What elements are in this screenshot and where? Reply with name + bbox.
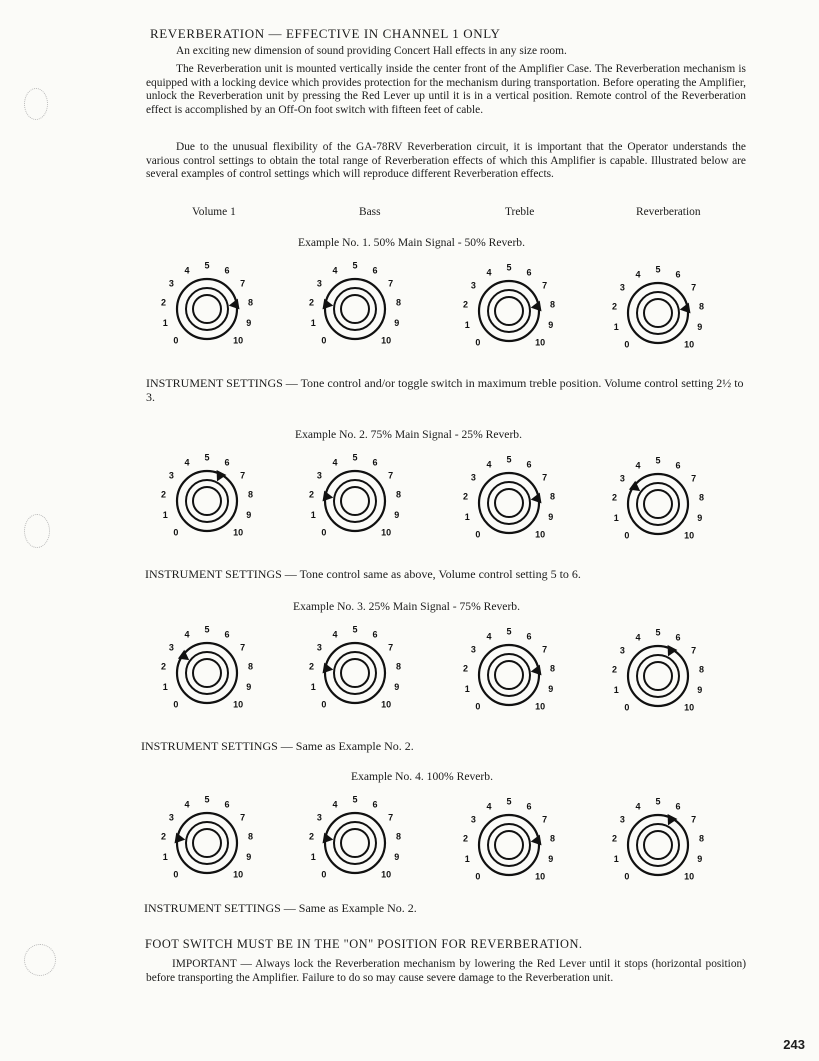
dial-graphic <box>155 788 275 906</box>
example-2-treble-dial <box>457 448 577 566</box>
example-2-instrument-settings: INSTRUMENT SETTINGS — Tone control same as above, Volume control setting 5 to 6. <box>145 567 581 581</box>
dial-number: 7 <box>691 473 697 484</box>
dial-number: 5 <box>352 452 358 463</box>
dial-number: 4 <box>332 457 338 468</box>
dial-number: 3 <box>470 472 476 483</box>
dial-graphic <box>606 449 726 567</box>
dial-number: 4 <box>635 269 641 280</box>
dial-number: 3 <box>619 473 625 484</box>
dial-number: 5 <box>352 260 358 271</box>
dial-number: 3 <box>619 645 625 656</box>
dial-number: 1 <box>464 684 470 695</box>
example-3-treble-dial <box>457 620 577 738</box>
dial-number: 8 <box>549 833 556 844</box>
dial-number: 5 <box>204 794 210 805</box>
dial-number: 10 <box>233 699 244 710</box>
dial-number: 10 <box>684 530 695 541</box>
dial-number: 6 <box>526 801 532 812</box>
dial-number: 1 <box>310 510 316 521</box>
dial-number: 4 <box>332 629 338 640</box>
dial-number: 10 <box>535 701 546 712</box>
dial-number: 10 <box>381 699 392 710</box>
header-reverberation: Reverberation <box>636 206 701 218</box>
dial-number: 1 <box>310 852 316 863</box>
dial-number: 2 <box>462 299 469 310</box>
dial-number: 9 <box>394 852 400 863</box>
dial-number: 7 <box>691 814 697 825</box>
dial-number: 9 <box>697 513 703 524</box>
dial-number: 3 <box>168 642 174 653</box>
dial-number: 2 <box>611 492 618 503</box>
dial-number: 8 <box>698 833 705 844</box>
example-3-title: Example No. 3. 25% Main Signal - 75% Reverb. <box>293 600 521 613</box>
dial-number: 1 <box>162 682 168 693</box>
dial-graphic <box>457 256 577 374</box>
pointer-marker-icon <box>668 814 678 825</box>
dial-number: 3 <box>619 814 625 825</box>
dial-number: 7 <box>388 642 394 653</box>
pointer-marker-icon <box>531 493 542 504</box>
dial-number: 7 <box>542 280 548 291</box>
dial-number: 9 <box>548 512 554 523</box>
dial-graphic <box>303 788 423 906</box>
dial-number: 3 <box>470 280 476 291</box>
dial-number: 3 <box>316 642 322 653</box>
dial-number: 0 <box>321 869 327 880</box>
dial-number: 0 <box>475 871 481 882</box>
pointer-marker-icon <box>217 470 227 481</box>
dial-number: 8 <box>395 661 402 672</box>
foot-switch-note: FOOT SWITCH MUST BE IN THE "ON" POSITION FOR REVERBERATION. <box>145 937 583 951</box>
dial-number: 8 <box>549 491 556 502</box>
dial-number: 2 <box>160 489 167 500</box>
dial-graphic <box>606 621 726 739</box>
dial-number: 7 <box>240 812 246 823</box>
dial-number: 2 <box>611 301 618 312</box>
dial-number: 2 <box>611 833 618 844</box>
dial-number: 10 <box>684 871 695 882</box>
dial-number: 4 <box>486 267 492 278</box>
dial-number: 6 <box>526 631 532 642</box>
dial-number: 3 <box>168 278 174 289</box>
pointer-marker-icon <box>531 301 542 312</box>
dial-number: 9 <box>246 510 252 521</box>
punch-hole-mark <box>24 88 48 120</box>
dial-number: 3 <box>470 814 476 825</box>
dial-number: 0 <box>475 701 481 712</box>
dial-number: 1 <box>464 320 470 331</box>
header-bass: Bass <box>359 206 381 218</box>
dial-number: 10 <box>233 869 244 880</box>
pointer-marker-icon <box>323 833 334 844</box>
paragraph-flexibility: Due to the unusual flexibility of the GA-78RV Reverberation circuit, it is important that the Operator understands the various control settings to obtain the total range of Reverberation effects of which this Amplifier is capable. Illustrated below are several examples of control settings which will reproduce different Reverberation effects. <box>146 141 746 181</box>
dial-number: 6 <box>224 265 230 276</box>
dial-number: 8 <box>549 663 556 674</box>
dial-number: 3 <box>619 282 625 293</box>
dial-number: 10 <box>535 871 546 882</box>
dial-number: 7 <box>388 470 394 481</box>
pointer-marker-icon <box>323 299 334 310</box>
dial-number: 6 <box>675 460 681 471</box>
dial-number: 6 <box>675 269 681 280</box>
example-3-bass-dial <box>303 618 423 736</box>
dial-number: 9 <box>697 854 703 865</box>
dial-number: 8 <box>395 489 402 500</box>
dial-number: 1 <box>613 854 619 865</box>
dial-number: 7 <box>388 812 394 823</box>
dial-number: 5 <box>655 627 661 638</box>
dial-number: 6 <box>675 801 681 812</box>
dial-number: 8 <box>698 664 705 675</box>
dial-number: 7 <box>691 645 697 656</box>
dial-number: 6 <box>224 799 230 810</box>
dial-number: 7 <box>240 642 246 653</box>
dial-number: 7 <box>240 470 246 481</box>
intro-line: An exciting new dimension of sound providing Concert Hall effects in any size room. <box>176 45 567 57</box>
dial-number: 5 <box>352 624 358 635</box>
dial-number: 5 <box>204 624 210 635</box>
dial-number: 0 <box>321 527 327 538</box>
dial-number: 10 <box>381 527 392 538</box>
dial-number: 8 <box>247 661 254 672</box>
dial-number: 9 <box>697 685 703 696</box>
example-1-instrument-settings: INSTRUMENT SETTINGS — Tone control and/or toggle switch in maximum treble position. Volume control setting 2½ to 3. <box>146 376 744 404</box>
dial-number: 3 <box>316 278 322 289</box>
dial-graphic <box>155 618 275 736</box>
dial-number: 9 <box>548 854 554 865</box>
important-note: IMPORTANT — Always lock the Reverberation mechanism by lowering the Red Lever until it stops (horizontal position) before transporting the Amplifier. Failure to do so may cause severe damage to the Reverberation unit. <box>146 958 746 984</box>
pointer-marker-icon <box>229 299 240 310</box>
dial-number: 9 <box>246 682 252 693</box>
dial-number: 1 <box>310 318 316 329</box>
dial-number: 9 <box>246 852 252 863</box>
pointer-marker-icon <box>680 303 691 314</box>
dial-number: 9 <box>548 684 554 695</box>
dial-number: 6 <box>372 799 378 810</box>
pointer-marker-icon <box>668 645 678 656</box>
dial-number: 1 <box>162 852 168 863</box>
dial-number: 2 <box>308 489 315 500</box>
example-1-volume-dial <box>155 254 275 372</box>
dial-number: 4 <box>332 799 338 810</box>
dial-number: 3 <box>316 470 322 481</box>
dial-number: 4 <box>635 632 641 643</box>
dial-number: 10 <box>684 339 695 350</box>
dial-number: 0 <box>173 869 179 880</box>
dial-number: 8 <box>549 299 556 310</box>
paragraph-mechanism: The Reverberation unit is mounted vertically inside the center front of the Amplifier Case. The Reverberation mechanism is equipped with a locking device which provides protection for the mechanism during transportation. Before operating the Amplifier, unlock the Reverberation unit by pressing the Red Lever up until it is in a vertical position. Remote control of the Reverberation effect is accomplished by an Off-On foot switch with fifteen feet of cable. <box>146 63 746 116</box>
dial-number: 4 <box>184 799 190 810</box>
dial-number: 0 <box>475 529 481 540</box>
dial-number: 6 <box>526 267 532 278</box>
pointer-marker-icon <box>175 833 186 844</box>
dial-number: 1 <box>162 510 168 521</box>
dial-number: 10 <box>381 335 392 346</box>
dial-number: 5 <box>506 454 512 465</box>
dial-number: 10 <box>535 529 546 540</box>
dial-number: 4 <box>184 629 190 640</box>
pointer-marker-icon <box>531 835 542 846</box>
dial-number: 7 <box>388 278 394 289</box>
example-1-reverb-dial <box>606 258 726 376</box>
dial-graphic <box>457 448 577 566</box>
dial-number: 9 <box>394 510 400 521</box>
dial-number: 2 <box>308 297 315 308</box>
dial-number: 7 <box>542 644 548 655</box>
dial-graphic <box>303 618 423 736</box>
dial-number: 5 <box>352 794 358 805</box>
dial-graphic <box>303 446 423 564</box>
example-4-volume-dial <box>155 788 275 906</box>
dial-number: 0 <box>321 335 327 346</box>
pointer-marker-icon <box>531 665 542 676</box>
dial-number: 0 <box>173 335 179 346</box>
dial-number: 1 <box>464 854 470 865</box>
dial-number: 0 <box>624 339 630 350</box>
dial-number: 4 <box>332 265 338 276</box>
dial-number: 7 <box>542 814 548 825</box>
dial-number: 7 <box>542 472 548 483</box>
dial-number: 2 <box>308 831 315 842</box>
dial-number: 7 <box>240 278 246 289</box>
dial-number: 1 <box>613 513 619 524</box>
dial-graphic <box>457 620 577 738</box>
dial-number: 0 <box>475 337 481 348</box>
header-treble: Treble <box>505 206 535 218</box>
dial-number: 2 <box>160 297 167 308</box>
example-2-bass-dial <box>303 446 423 564</box>
dial-number: 8 <box>247 831 254 842</box>
pointer-marker-icon <box>323 663 334 674</box>
dial-number: 4 <box>184 265 190 276</box>
dial-number: 2 <box>308 661 315 672</box>
dial-number: 9 <box>697 322 703 333</box>
dial-number: 6 <box>224 457 230 468</box>
dial-number: 10 <box>535 337 546 348</box>
example-1-bass-dial <box>303 254 423 372</box>
example-2-title: Example No. 2. 75% Main Signal - 25% Reverb. <box>295 428 523 441</box>
dial-number: 10 <box>684 702 695 713</box>
example-3-instrument-settings: INSTRUMENT SETTINGS — Same as Example No. 2. <box>141 739 414 753</box>
dial-graphic <box>457 790 577 908</box>
dial-graphic <box>606 258 726 376</box>
dial-number: 6 <box>372 629 378 640</box>
dial-number: 4 <box>486 459 492 470</box>
header-volume: Volume 1 <box>192 206 236 218</box>
dial-number: 6 <box>372 457 378 468</box>
dial-number: 8 <box>395 297 402 308</box>
dial-number: 1 <box>613 322 619 333</box>
dial-number: 2 <box>160 831 167 842</box>
example-1-treble-dial <box>457 256 577 374</box>
dial-number: 1 <box>310 682 316 693</box>
example-4-treble-dial <box>457 790 577 908</box>
dial-graphic <box>155 446 275 564</box>
dial-graphic <box>606 790 726 908</box>
dial-number: 4 <box>486 631 492 642</box>
dial-number: 0 <box>624 871 630 882</box>
dial-number: 2 <box>462 491 469 502</box>
dial-number: 10 <box>233 335 244 346</box>
pointer-marker-icon <box>323 491 334 502</box>
example-4-title: Example No. 4. 100% Reverb. <box>351 770 493 783</box>
dial-number: 2 <box>462 833 469 844</box>
dial-number: 4 <box>184 457 190 468</box>
dial-number: 8 <box>698 301 705 312</box>
dial-number: 3 <box>470 644 476 655</box>
dial-number: 9 <box>394 318 400 329</box>
dial-number: 0 <box>173 699 179 710</box>
dial-number: 10 <box>233 527 244 538</box>
dial-number: 6 <box>526 459 532 470</box>
dial-number: 10 <box>381 869 392 880</box>
dial-number: 3 <box>168 812 174 823</box>
example-2-reverb-dial <box>606 449 726 567</box>
section-heading: REVERBERATION — EFFECTIVE IN CHANNEL 1 ONLY <box>150 26 501 41</box>
example-4-bass-dial <box>303 788 423 906</box>
dial-number: 2 <box>160 661 167 672</box>
dial-number: 6 <box>224 629 230 640</box>
dial-number: 0 <box>173 527 179 538</box>
dial-number: 0 <box>624 702 630 713</box>
dial-number: 9 <box>548 320 554 331</box>
example-4-instrument-settings: INSTRUMENT SETTINGS — Same as Example No. 2. <box>144 901 417 915</box>
dial-number: 5 <box>655 796 661 807</box>
dial-number: 0 <box>321 699 327 710</box>
dial-number: 6 <box>675 632 681 643</box>
dial-graphic <box>155 254 275 372</box>
page-number: 243 <box>783 1037 805 1052</box>
example-3-volume-dial <box>155 618 275 736</box>
dial-number: 0 <box>624 530 630 541</box>
punch-hole-mark <box>24 514 50 548</box>
dial-number: 5 <box>204 452 210 463</box>
dial-number: 5 <box>655 264 661 275</box>
example-2-volume-dial <box>155 446 275 564</box>
dial-number: 2 <box>611 664 618 675</box>
example-3-reverb-dial <box>606 621 726 739</box>
punch-hole-mark <box>24 944 56 976</box>
dial-number: 3 <box>168 470 174 481</box>
dial-number: 1 <box>464 512 470 523</box>
dial-number: 5 <box>506 626 512 637</box>
dial-number: 4 <box>635 460 641 471</box>
dial-number: 5 <box>655 455 661 466</box>
dial-number: 9 <box>394 682 400 693</box>
dial-number: 3 <box>316 812 322 823</box>
dial-number: 1 <box>613 685 619 696</box>
dial-number: 1 <box>162 318 168 329</box>
dial-number: 5 <box>506 796 512 807</box>
dial-number: 2 <box>462 663 469 674</box>
dial-number: 5 <box>204 260 210 271</box>
dial-number: 6 <box>372 265 378 276</box>
dial-number: 7 <box>691 282 697 293</box>
dial-number: 8 <box>395 831 402 842</box>
dial-number: 4 <box>635 801 641 812</box>
dial-number: 4 <box>486 801 492 812</box>
dial-number: 8 <box>247 489 254 500</box>
dial-number: 5 <box>506 262 512 273</box>
dial-number: 8 <box>247 297 254 308</box>
example-4-reverb-dial <box>606 790 726 908</box>
dial-number: 9 <box>246 318 252 329</box>
dial-graphic <box>303 254 423 372</box>
dial-number: 8 <box>698 492 705 503</box>
example-1-title: Example No. 1. 50% Main Signal - 50% Reverb. <box>298 236 526 249</box>
